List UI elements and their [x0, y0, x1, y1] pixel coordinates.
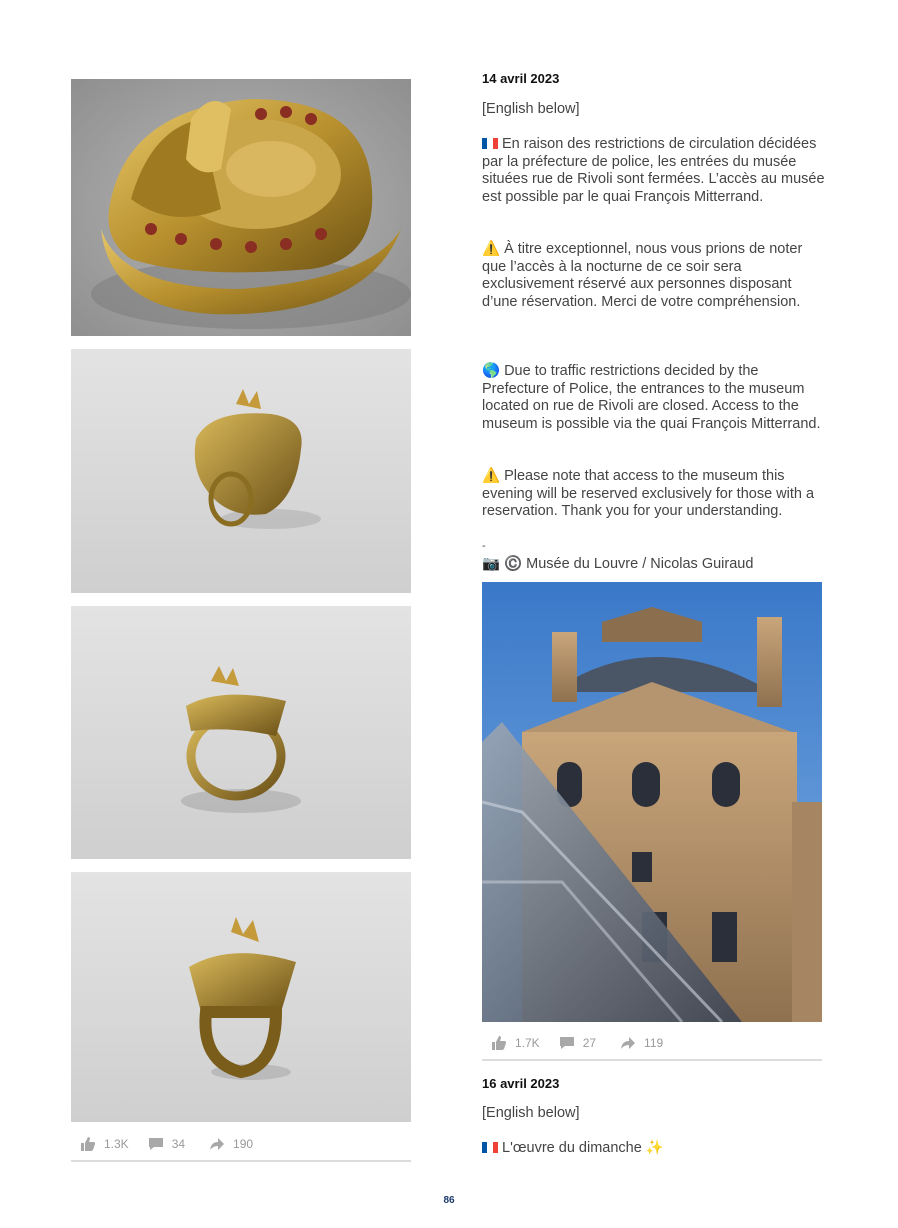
comment-icon [559, 1035, 575, 1051]
en-paragraph-1: 🌎 Due to traffic restrictions decided by the Prefecture of Police, the entrances to the museum located on rue de Rivoli are closed. Access to the museum is possible via the quai François Mitterrand. [482, 363, 821, 432]
louvre-pavilion-photo[interactable] [482, 582, 822, 1022]
globe-icon: 🌎 [482, 363, 501, 379]
ring-photo-closeup[interactable] [71, 79, 411, 336]
warning-icon: ⚠️ [482, 241, 501, 257]
share-icon [620, 1035, 636, 1051]
warning-icon: ⚠️ [482, 468, 501, 484]
comment-count[interactable]: 27 [559, 1035, 596, 1051]
ring-photo-front[interactable] [71, 872, 411, 1122]
separator-dash: - [482, 540, 486, 552]
flag-fr-icon [482, 1141, 498, 1152]
ring-photo-side[interactable] [71, 349, 411, 593]
comment-count[interactable]: 34 [148, 1136, 185, 1152]
thumbs-up-icon [491, 1035, 507, 1051]
english-below-label: [English below] [482, 1105, 580, 1121]
camera-icon: 📷 [482, 556, 501, 572]
en-paragraph-2: ⚠️ Please note that access to the museum this evening will be reserved exclusively for those with a reservation. Thank you for your understanding. [482, 468, 815, 519]
left-post-divider [71, 1160, 411, 1162]
page-number: 86 [443, 1195, 455, 1206]
post1-stats [491, 1035, 663, 1051]
fr-title: L'œuvre du dimanche ✨ [482, 1140, 827, 1158]
like-count[interactable]: 1.7K [491, 1035, 540, 1051]
ring-photo-angle[interactable] [71, 606, 411, 859]
photo-credit: 📷 ©️ Musée du Louvre / Nicolas Guiraud [482, 556, 754, 572]
post-date: 14 avril 2023 [482, 71, 560, 86]
comment-icon [148, 1136, 164, 1152]
copyright-icon: ©️ [504, 556, 523, 572]
sparkles-icon: ✨ [645, 1140, 664, 1156]
share-icon [209, 1136, 225, 1152]
fr-paragraph-2: ⚠️ À titre exceptionnel, nous vous prions de noter que l’accès à la nocturne de ce soir sera exclusivement réservé aux personnes disposant d’une réservation. Merci de votre compréhension. [482, 241, 803, 310]
post-date: 16 avril 2023 [482, 1076, 560, 1091]
flag-fr-icon [482, 137, 498, 148]
post1-divider [482, 1059, 822, 1061]
left-post-stats [80, 1136, 253, 1152]
thumbs-up-icon [80, 1136, 96, 1152]
share-count[interactable]: 190 [209, 1136, 253, 1152]
share-count[interactable]: 119 [620, 1035, 663, 1051]
fr-paragraph-1: En raison des restrictions de circulation décidées par la préfecture de police, les entrées du musée situées rue de Rivoli sont fermées. L’accès au musée est possible par le quai François Mitterrand. [482, 136, 825, 205]
english-below-label: [English below] [482, 101, 580, 117]
like-count[interactable]: 1.3K [80, 1136, 129, 1152]
